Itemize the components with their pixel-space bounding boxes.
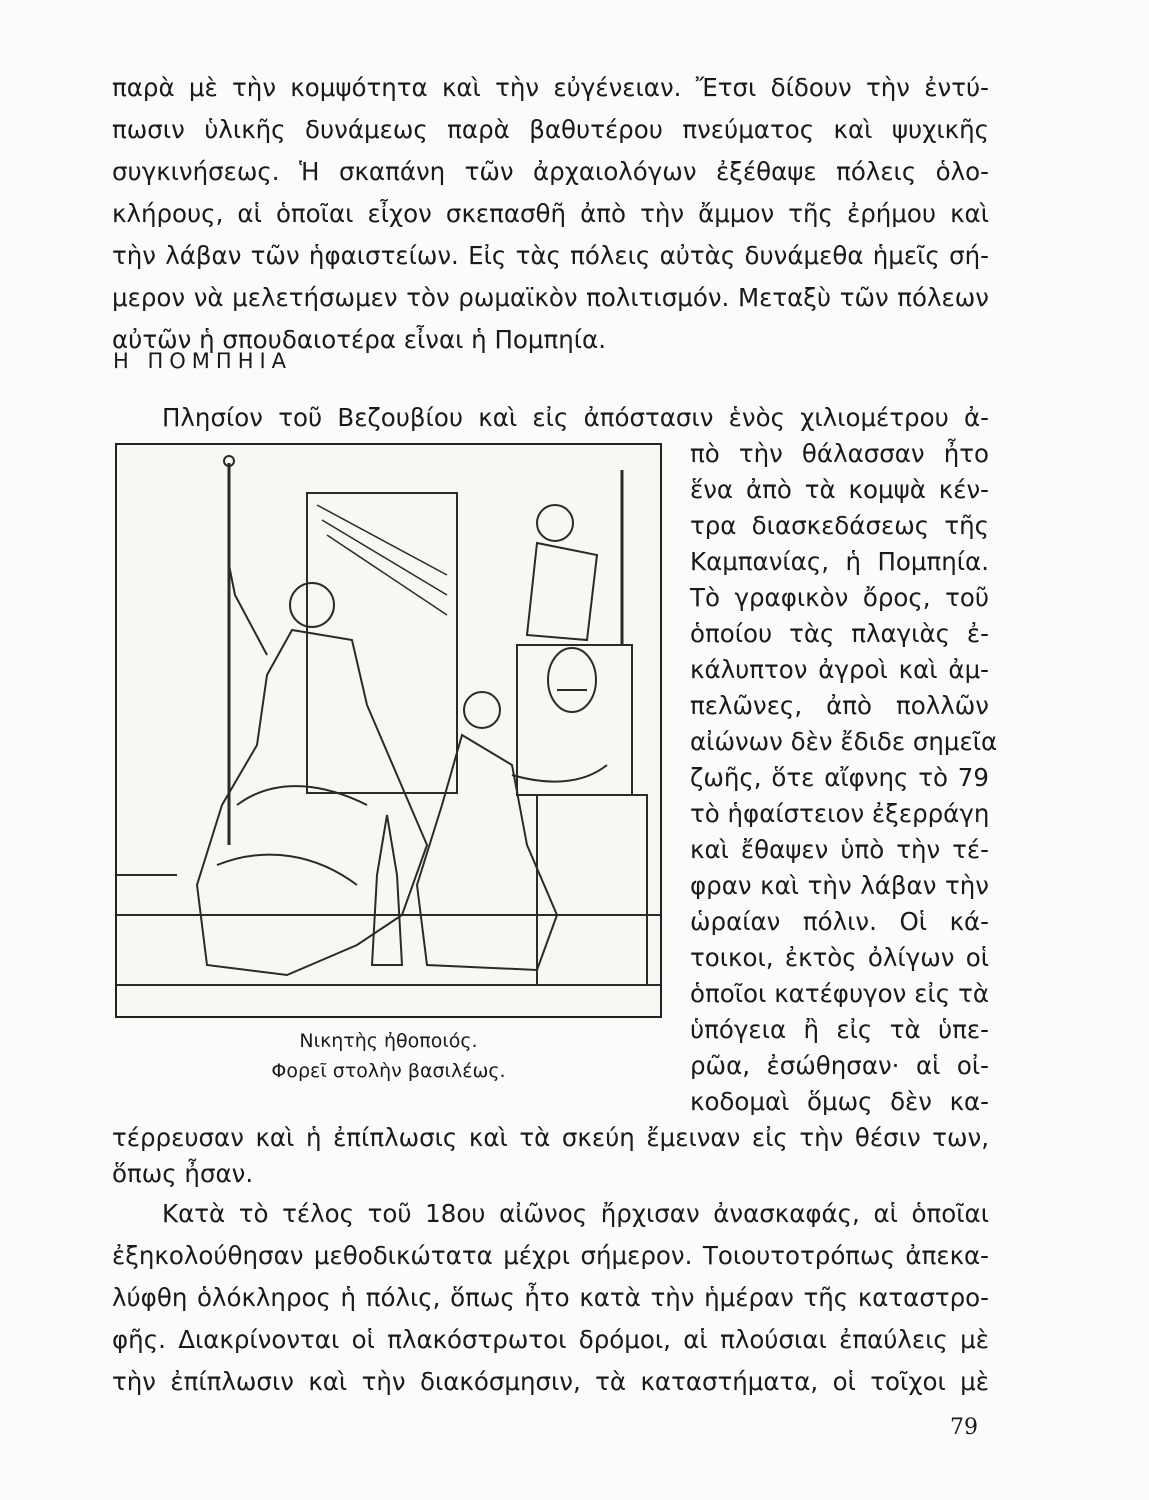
text-line: ὁποίου τὰς πλαγιὰς ἐ-	[690, 619, 989, 648]
text-line: καὶ ἔθαψεν ὑπὸ τὴν τέ-	[690, 835, 989, 864]
mask-table	[517, 645, 632, 795]
text-line: ρῶα, ἐσώθησαν· αἱ οἰ-	[690, 1051, 989, 1080]
text-line: αὐτῶν ἡ σπουδαιοτέρα εἶναι ἡ Πομπηία.	[112, 325, 606, 354]
kneeling-woman-head	[464, 692, 500, 728]
fresco-drawing	[117, 445, 660, 1016]
text-line: ὑπόγεια ἢ εἰς τὰ ὑπε-	[690, 1015, 989, 1044]
boy-head	[537, 505, 573, 541]
text-line: τρα διασκεδάσεως τῆς	[690, 511, 989, 540]
theatre-mask	[548, 648, 596, 712]
seated-actor-head	[290, 583, 334, 627]
text-line: ζωῆς, ὅτε αἴφνης τὸ 79	[690, 763, 989, 792]
page-number: 79	[950, 1415, 978, 1440]
text-line: αἰώνων δὲν ἔδιδε σημεῖα	[690, 727, 998, 756]
text-line: κλήρους, αἱ ὁποῖαι εἶχον σκεπασθῆ ἀπὸ τὴν ἄμμον τῆς ἐρήμου καὶ	[112, 199, 989, 228]
text-line: τὴν λάβαν τῶν ἡφαιστείων. Εἰς τὰς πόλεις αὐτὰς δυνάμεθα ἡμεῖς σή-	[112, 241, 989, 270]
text-line: φῆς. Διακρίνονται οἱ πλακόστρωτοι δρόμοι, αἱ πλούσιαι ἐπαύλεις μὲ	[112, 1325, 989, 1354]
figure-caption-line-2: Φορεῖ στολὴν βασιλέως.	[271, 1060, 506, 1082]
text-line: τὸ ἡφαίστειον ἐξερράγη	[690, 799, 990, 828]
text-line: πὸ τὴν θάλασσαν ἦτο	[690, 439, 989, 468]
fresco-illustration	[115, 443, 662, 1018]
doorway	[307, 493, 457, 793]
text-line: Τὸ γραφικὸν ὄρος, τοῦ	[690, 583, 989, 612]
text-line: ἐξηκολούθησαν μεθοδικώτατα μέχρι σήμερον. Τοιουτοτρόπως ἀπεκα-	[112, 1241, 989, 1270]
text-line: λύφθη ὁλόκληρος ἡ πόλις, ὅπως ἦτο κατὰ τὴν ἡμέραν τῆς καταστρο-	[112, 1283, 989, 1312]
text-line: Κατὰ τὸ τέλος τοῦ 18ου αἰῶνος ἤρχισαν ἀνασκαφάς, αἱ ὁποῖαι	[162, 1199, 989, 1228]
text-line: φραν καὶ τὴν λάβαν τὴν	[690, 871, 989, 900]
text-line: παρὰ μὲ τὴν κομψότητα καὶ τὴν εὐγένειαν. Ἔτσι δίδουν τὴν ἐντύ-	[112, 73, 989, 102]
text-line: τοικοι, ἐκτὸς ὀλίγων οἱ	[690, 943, 989, 972]
text-line: ὁποῖοι κατέφυγον εἰς τὰ	[690, 979, 989, 1008]
text-line: τέρρευσαν καὶ ἡ ἐπίπλωσις καὶ τὰ σκεύη ἔμειναν εἰς τὴν θέσιν των,	[112, 1123, 989, 1152]
text-line: πελῶνες, ἀπὸ πολλῶν	[690, 691, 989, 720]
text-line: ὅπως ἦσαν.	[112, 1159, 254, 1188]
text-line: πωσιν ὑλικῆς δυνάμεως παρὰ βαθυτέρου πνεύματος καὶ ψυχικῆς	[112, 115, 989, 144]
pedestal	[372, 815, 402, 965]
text-line: Καμπανίας, ἡ Πομπηία.	[690, 547, 989, 576]
text-line: ὡραίαν πόλιν. Οἱ κά-	[690, 907, 989, 936]
figure-caption-line-1: Νικητὴς ἠθοποιός.	[299, 1030, 478, 1052]
text-line: κοδομαὶ ὅμως δὲν κα-	[690, 1087, 989, 1116]
text-line: ἕνα ἀπὸ τὰ κομψὰ κέν-	[690, 475, 989, 504]
text-line: κάλυπτον ἀγροὶ καὶ ἀμ-	[690, 655, 989, 684]
text-line: συγκινήσεως. Ἡ σκαπάνη τῶν ἀρχαιολόγων ἐξέθαψε πόλεις ὁλο-	[112, 157, 989, 186]
text-line: τὴν ἐπίπλωσιν καὶ τὴν διακόσμησιν, τὰ καταστήματα, οἱ τοῖχοι μὲ	[112, 1367, 989, 1396]
boy-tunic	[527, 543, 597, 640]
text-line: Πλησίον τοῦ Βεζουβίου καὶ εἰς ἀπόστασιν ἑνὸς χιλιομέτρου ἀ-	[162, 403, 989, 432]
seated-actor-robe	[197, 630, 427, 975]
section-heading: Η ΠΟΜΠΗΙΑ	[113, 349, 293, 373]
text-line: μερον νὰ μελετήσωμεν τὸν ρωμαϊκὸν πολιτισμόν. Μεταξὺ τῶν πόλεων	[112, 283, 989, 312]
